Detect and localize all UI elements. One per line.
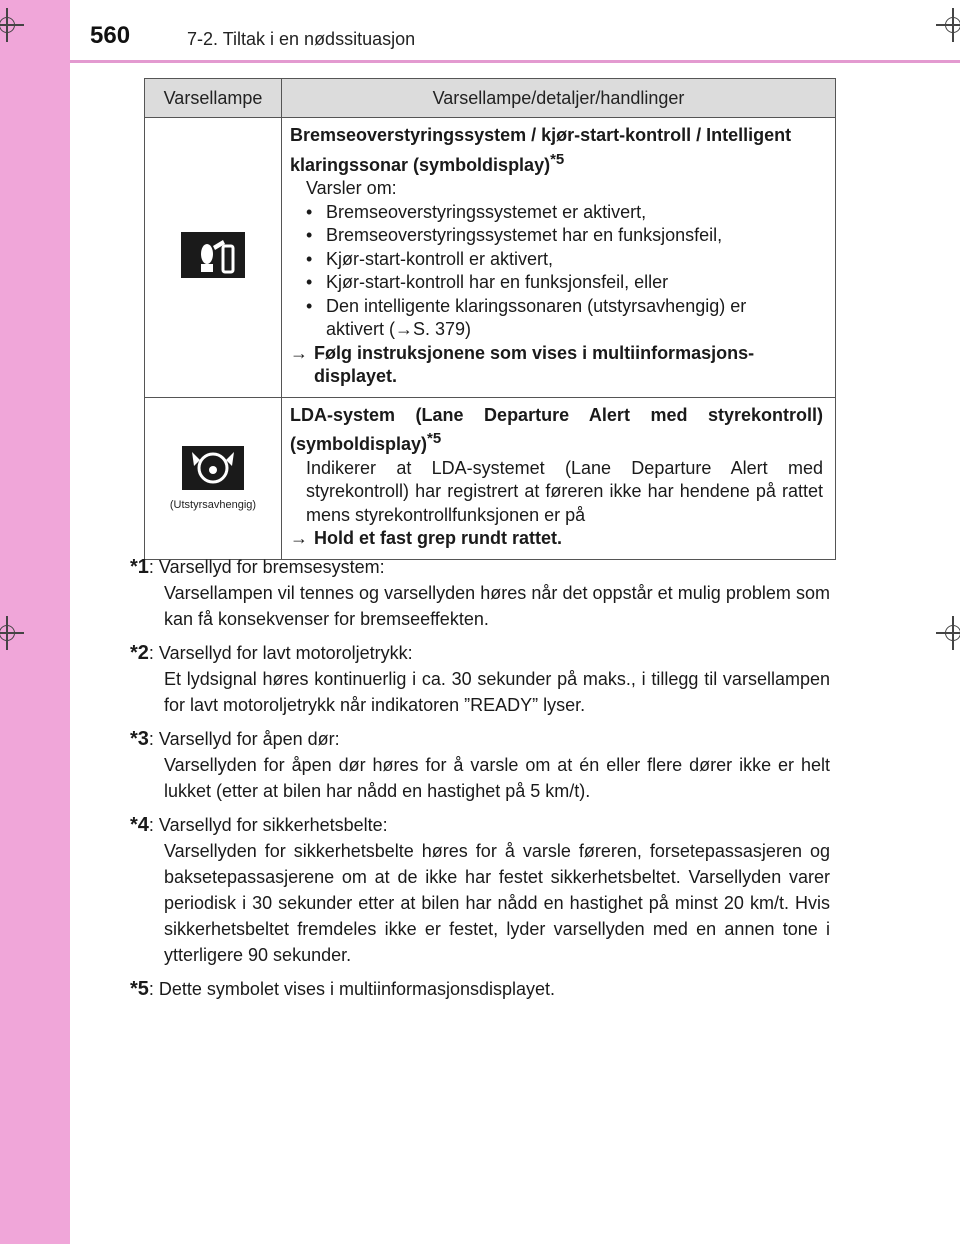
- brake-override-warning-icon: [181, 232, 245, 278]
- list-item: • Bremseoverstyringssystemet har en funksjonsfeil,: [306, 225, 723, 245]
- footnote: *5: Dette symbolet vises i multiinformasjonsdisplayet.: [130, 978, 556, 1000]
- section-title: 7-2. Tiltak i en nødssituasjon: [187, 29, 416, 49]
- footnotes: [130, 554, 830, 1010]
- arrow-icon: →: [290, 342, 308, 363]
- page-number: 560: [90, 22, 131, 49]
- column-header-lamp: Varsellampe: [145, 79, 282, 118]
- icon-caption: (Utstyrsavhengig): [169, 498, 257, 511]
- action-text-continuation: displayet.: [314, 366, 398, 386]
- list-item: • Bremseoverstyringssystemet er aktivert,: [306, 201, 647, 222]
- list-item: • Den intelligente klaringssonaren (utstyrsavhengig) er: [306, 295, 747, 316]
- header-rule: [70, 60, 960, 63]
- crop-mark-icon: [942, 14, 960, 36]
- crop-mark-icon: [942, 622, 960, 644]
- list-item: • Kjør-start-kontroll er aktivert,: [306, 248, 554, 269]
- table-row: [145, 118, 836, 398]
- footnote: *2: Varsellyd for lavt motoroljetrykk: Et lydsignal høres kontinuerlig i ca. 30 sekunder på maks., i tillegg til varsellampen for lavt motoroljetrykk når indikatoren ”READY” lyser.: [130, 642, 830, 715]
- list-item: • Kjør-start-kontroll har en funksjonsfeil, eller: [306, 272, 669, 292]
- list-item-continuation: aktivert (→S. 379): [326, 319, 472, 339]
- details-cell: [282, 397, 836, 559]
- footnote: *3: Varsellyd for åpen dør: Varsellyden for åpen dør høres for å varsle om at én eller flere dører ikke er helt lukket (etter at bilen har nådd en hastighet på 5 km/t).: [130, 728, 830, 801]
- arrow-icon: →: [290, 528, 308, 548]
- action-text: → Hold et fast grep rundt rattet.: [290, 527, 823, 551]
- action-text: → Følg instruksjonene som vises i multiinformasjons-: [290, 342, 823, 366]
- table-row: [145, 397, 836, 559]
- crop-mark-icon: [0, 14, 18, 36]
- row-title: LDA-system (Lane Departure Alert med styrekontroll) (symboldisplay)$^{*5}$: [290, 404, 823, 454]
- crop-mark-icon: [0, 622, 18, 644]
- body-text: Indikerer at LDA-systemet (Lane Departure Alert med styrekontroll) har registrert at føreren ikke har hendene på rattet mens styrekontrollfunksjonen er på: [306, 457, 823, 525]
- row-title: Bremseoverstyringssystem / kjør-start-kontroll / Intelligent klaringssonar (symboldisplay)$^{*5}$: [290, 125, 792, 175]
- lamp-cell: [145, 118, 282, 398]
- details-cell: [282, 118, 836, 398]
- steering-wheel-hands-icon: [182, 446, 244, 490]
- footnote: *1: Varsellyd for bremsesystem: Varsellampen vil tennes og varsellyden høres når det oppstår et mulig problem som kan få konsekvenser for bremseeffekten.: [130, 556, 830, 629]
- footnote: *4: Varsellyd for sikkerhetsbelte: Varsellyden for sikkerhetsbelte høres for å varsle føreren, forsetepassasjeren og baksetepassasjerene om at de ikke har festet sikkerhetsbeltet. Varsellyden varer periodisk i 30 sekunder etter at bilen har nådd en hastighet på minst 20 km/t. Hvis sikkerhetsbeltet fremdeles ikke er festet, lyder varsellyden med en annen tone i ytterligere 90 sekunder.: [130, 814, 830, 965]
- table-header-row: [145, 79, 836, 118]
- warning-lamp-table: [144, 78, 836, 560]
- lamp-cell: [145, 397, 282, 559]
- column-header-details: Varsellampe/detaljer/handlinger: [282, 79, 836, 118]
- intro-text: Varsler om:: [306, 178, 397, 198]
